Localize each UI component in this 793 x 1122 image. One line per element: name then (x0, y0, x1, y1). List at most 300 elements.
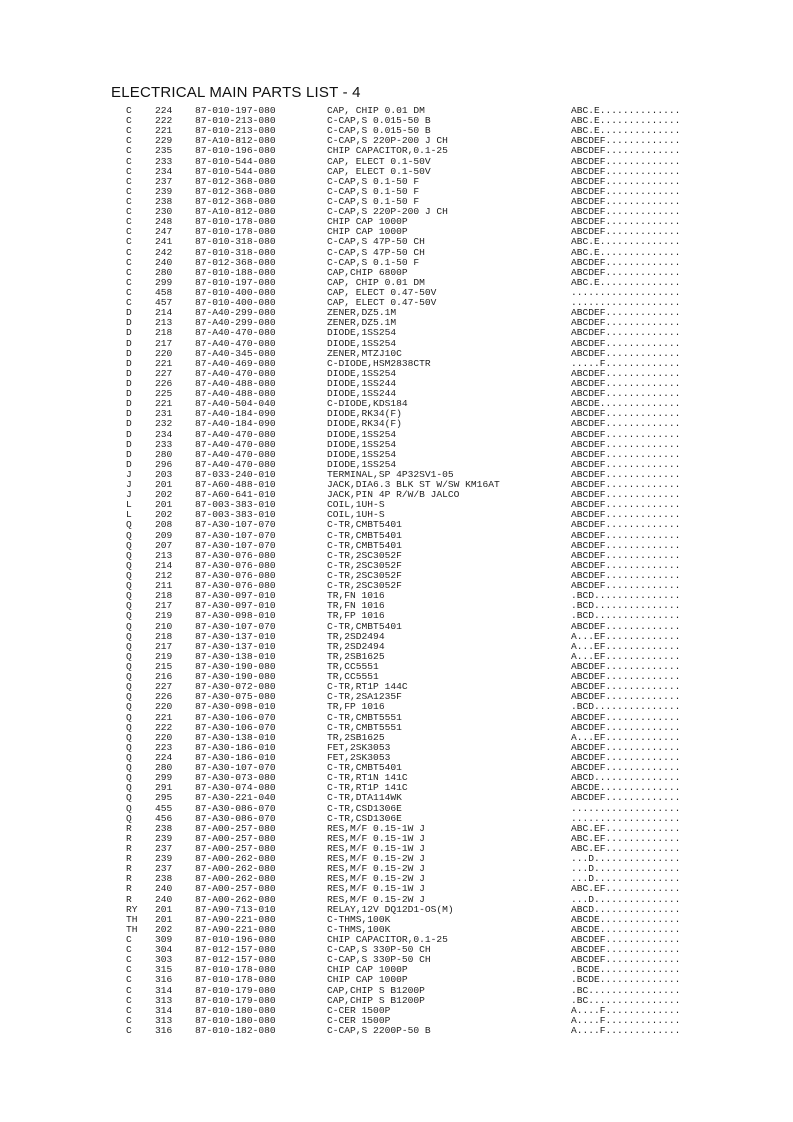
part-description: ZENER,DZ5.1M (327, 307, 397, 319)
ref-designator: C (126, 206, 132, 218)
part-number: 87-A30-073-080 (195, 772, 276, 784)
model-code: ................... (571, 812, 681, 824)
part-number: 87-A30-086-070 (195, 812, 276, 824)
part-description: C-CER 1500P (327, 1014, 391, 1026)
part-number: 87-A30-074-080 (195, 782, 276, 794)
ref-designator: D (126, 337, 132, 349)
ref-number: 315 (155, 964, 173, 976)
model-code: ABCDEF............. (571, 327, 681, 339)
model-code: A...EF............. (571, 640, 681, 652)
ref-number: 234 (155, 165, 173, 177)
ref-designator: C (126, 954, 132, 966)
ref-designator: D (126, 377, 132, 389)
part-number: 87-003-383-010 (195, 499, 276, 511)
part-description: CAP,CHIP S B1200P (327, 984, 425, 996)
ref-number: 208 (155, 519, 173, 531)
model-code: ABCDEF............. (571, 741, 681, 753)
part-number: 87-A90-221-080 (195, 923, 276, 935)
part-description: C-TR,RT1N 141C (327, 772, 408, 784)
part-description: DIODE,1SS254 (327, 458, 397, 470)
part-number: 87-010-213-080 (195, 115, 276, 127)
ref-number: 227 (155, 367, 173, 379)
ref-number: 238 (155, 195, 173, 207)
part-description: C-TR,2SC3052F (327, 570, 402, 582)
ref-designator: Q (126, 812, 132, 824)
part-description: C-CAP,S 47P-50 CH (327, 246, 425, 258)
part-description: C-TR,2SC3052F (327, 549, 402, 561)
ref-number: 304 (155, 944, 173, 956)
ref-designator: J (126, 489, 132, 501)
model-code: ABCDEF............. (571, 145, 681, 157)
part-description: DIODE,1SS244 (327, 388, 397, 400)
part-description: C-TR,2SC3052F (327, 580, 402, 592)
part-number: 87-010-197-080 (195, 105, 276, 116)
part-description: C-CAP,S 2200P-50 B (327, 1024, 431, 1036)
model-code: ABCDEF............. (571, 206, 681, 218)
ref-number: 229 (155, 135, 173, 147)
ref-designator: R (126, 832, 132, 844)
model-code: ABCDEF............. (571, 944, 681, 956)
part-description: C-TR,RT1P 144C (327, 681, 408, 693)
model-code: ABCDEF............. (571, 519, 681, 531)
ref-designator: Q (126, 731, 132, 743)
part-description: C-TR,DTA114WK (327, 792, 402, 804)
part-number: 87-A40-470-080 (195, 367, 276, 379)
ref-number: 201 (155, 913, 173, 925)
ref-designator: R (126, 873, 132, 885)
ref-designator: C (126, 984, 132, 996)
part-number: 87-A00-257-080 (195, 883, 276, 895)
part-number: 87-012-368-080 (195, 195, 276, 207)
part-number: 87-A40-470-080 (195, 327, 276, 339)
part-description: TR,FN 1016 (327, 600, 385, 612)
ref-number: 207 (155, 539, 173, 551)
part-number: 87-A90-221-080 (195, 913, 276, 925)
part-description: CHIP CAPACITOR,0.1-25 (327, 933, 448, 945)
model-code: A...EF............. (571, 650, 681, 662)
part-number: 87-010-544-080 (195, 165, 276, 177)
part-description: RES,M/F 0.15-1W J (327, 842, 425, 854)
ref-number: 291 (155, 782, 173, 794)
model-code: ABCDEF............. (571, 539, 681, 551)
ref-designator: C (126, 216, 132, 228)
part-number: 87-010-213-080 (195, 125, 276, 137)
model-code: ABCDE.............. (571, 782, 681, 794)
model-code: .....F............. (571, 357, 681, 369)
part-description: C-CER 1500P (327, 1004, 391, 1016)
ref-designator: D (126, 367, 132, 379)
model-code: ABC.EF............. (571, 842, 681, 854)
model-code: ABCDEF............. (571, 691, 681, 703)
part-description: TR,CC5551 (327, 661, 379, 673)
part-description: CHIP CAP 1000P (327, 216, 408, 228)
ref-designator: D (126, 317, 132, 329)
ref-designator: C (126, 256, 132, 268)
part-description: DIODE,1SS254 (327, 438, 397, 450)
part-description: DIODE,RK34(F) (327, 408, 402, 420)
part-description: TR,FP 1016 (327, 610, 385, 622)
ref-designator: Q (126, 762, 132, 774)
part-number: 87-010-180-080 (195, 1014, 276, 1026)
ref-number: 458 (155, 286, 173, 298)
part-number: 87-A40-470-080 (195, 448, 276, 460)
ref-number: 235 (155, 145, 173, 157)
ref-number: 212 (155, 570, 173, 582)
ref-designator: J (126, 468, 132, 480)
part-description: TR,2SD2494 (327, 630, 385, 642)
part-description: C-CAP,S 0.1-50 F (327, 185, 420, 197)
part-number: 87-A00-257-080 (195, 842, 276, 854)
model-code: ABCDEF............. (571, 195, 681, 207)
model-code: ABCDEF............. (571, 165, 681, 177)
part-description: CHIP CAPACITOR,0.1-25 (327, 145, 448, 157)
part-number: 87-A30-107-070 (195, 620, 276, 632)
ref-designator: Q (126, 570, 132, 582)
ref-designator: D (126, 327, 132, 339)
ref-number: 202 (155, 923, 173, 935)
ref-number: 218 (155, 590, 173, 602)
part-description: C-CAP,S 0.1-50 F (327, 256, 420, 268)
part-description: RELAY,12V DQ12D1-OS(M) (327, 903, 454, 915)
ref-designator: C (126, 185, 132, 197)
ref-designator: Q (126, 741, 132, 753)
model-code: ABCDEF............. (571, 479, 681, 491)
part-description: COIL,1UH-S (327, 509, 385, 521)
part-description: TR,FN 1016 (327, 590, 385, 602)
ref-designator: D (126, 448, 132, 460)
ref-designator: Q (126, 539, 132, 551)
ref-designator: C (126, 1024, 132, 1036)
part-number: 87-010-179-080 (195, 994, 276, 1006)
part-number: 87-003-383-010 (195, 509, 276, 521)
ref-number: 280 (155, 266, 173, 278)
part-number: 87-A30-186-010 (195, 752, 276, 763)
ref-designator: Q (126, 711, 132, 723)
part-number: 87-010-182-080 (195, 1024, 276, 1036)
part-description: TR,2SB1625 (327, 731, 385, 743)
ref-number: 217 (155, 600, 173, 612)
table-row (0, 237, 793, 247)
ref-number: 313 (155, 1014, 173, 1026)
model-code: ABCDEF............. (571, 448, 681, 460)
part-number: 87-A30-221-040 (195, 792, 276, 804)
model-code: ...D............... (571, 853, 681, 865)
ref-number: 233 (155, 155, 173, 167)
part-number: 87-A30-086-070 (195, 802, 276, 814)
ref-designator: D (126, 307, 132, 319)
model-code: ABCDEF............. (571, 933, 681, 945)
ref-designator: Q (126, 590, 132, 602)
part-description: CHIP CAP 1000P (327, 226, 408, 238)
ref-designator: C (126, 964, 132, 976)
ref-number: 313 (155, 994, 173, 1006)
ref-designator: RY (126, 903, 138, 915)
ref-number: 218 (155, 327, 173, 339)
model-code: A...EF............. (571, 731, 681, 743)
ref-number: 316 (155, 974, 173, 986)
model-code: ABCDEF............. (571, 580, 681, 592)
ref-number: 314 (155, 984, 173, 996)
model-code: ABC.E.............. (571, 115, 681, 127)
ref-designator: C (126, 286, 132, 298)
ref-number: 234 (155, 428, 173, 440)
part-description: C-CAP,S 220P-200 J CH (327, 135, 448, 147)
ref-number: 457 (155, 297, 173, 309)
ref-number: 241 (155, 236, 173, 248)
part-description: CAP,CHIP S B1200P (327, 994, 425, 1006)
part-description: C-CAP,S 220P-200 J CH (327, 206, 448, 218)
part-number: 87-A40-470-080 (195, 438, 276, 450)
part-number: 87-A40-470-080 (195, 458, 276, 470)
ref-designator: R (126, 863, 132, 875)
part-description: C-CAP,S 0.015-50 B (327, 125, 431, 137)
model-code: A...EF............. (571, 630, 681, 642)
ref-designator: C (126, 145, 132, 157)
ref-designator: R (126, 822, 132, 834)
part-number: 87-010-178-080 (195, 964, 276, 976)
part-description: C-TR,CMBT5401 (327, 620, 402, 632)
model-code: .BCDE.............. (571, 974, 681, 986)
part-number: 87-010-178-080 (195, 226, 276, 238)
ref-number: 211 (155, 580, 173, 592)
ref-designator: Q (126, 610, 132, 622)
ref-designator: Q (126, 600, 132, 612)
model-code: ABCDEF............. (571, 226, 681, 238)
table-row (0, 884, 793, 894)
ref-number: 201 (155, 499, 173, 511)
part-description: RES,M/F 0.15-2W J (327, 863, 425, 875)
part-description: TR,CC5551 (327, 671, 379, 683)
part-number: 87-A30-190-080 (195, 661, 276, 673)
part-number: 87-A90-713-010 (195, 903, 276, 915)
model-code: ABCDEF............. (571, 792, 681, 804)
ref-designator: Q (126, 559, 132, 571)
part-number: 87-A30-137-010 (195, 640, 276, 652)
ref-designator: D (126, 438, 132, 450)
ref-number: 309 (155, 933, 173, 945)
ref-number: 218 (155, 630, 173, 642)
ref-designator: C (126, 974, 132, 986)
ref-designator: C (126, 195, 132, 207)
ref-number: 221 (155, 398, 173, 410)
part-number: 87-A30-186-010 (195, 741, 276, 753)
ref-number: 220 (155, 731, 173, 743)
part-description: CAP, CHIP 0.01 DM (327, 105, 425, 116)
ref-designator: Q (126, 620, 132, 632)
part-number: 87-A30-076-080 (195, 580, 276, 592)
ref-number: 219 (155, 650, 173, 662)
ref-number: 219 (155, 610, 173, 622)
ref-number: 209 (155, 529, 173, 541)
part-number: 87-012-368-080 (195, 185, 276, 197)
model-code: ABCDEF............. (571, 428, 681, 440)
ref-designator: D (126, 458, 132, 470)
model-code: ABCDEF............. (571, 661, 681, 673)
part-number: 87-A40-184-090 (195, 408, 276, 420)
ref-number: 210 (155, 620, 173, 632)
part-number: 87-012-368-080 (195, 175, 276, 187)
ref-number: 221 (155, 711, 173, 723)
ref-number: 280 (155, 762, 173, 774)
model-code: ABCDEF............. (571, 671, 681, 683)
ref-designator: D (126, 408, 132, 420)
part-number: 87-A30-107-070 (195, 519, 276, 531)
part-description: C-TR,2SA1235F (327, 691, 402, 703)
model-code: ABC.E.............. (571, 236, 681, 248)
part-description: CAP,CHIP 6800P (327, 266, 408, 278)
part-description: TR,2SD2494 (327, 640, 385, 652)
part-number: 87-A30-106-070 (195, 711, 276, 723)
part-number: 87-012-157-080 (195, 944, 276, 956)
model-code: ABC.EF............. (571, 883, 681, 895)
ref-designator: Q (126, 640, 132, 652)
table-row (0, 328, 793, 338)
ref-number: 237 (155, 175, 173, 187)
part-description: DIODE,RK34(F) (327, 418, 402, 430)
part-description: ZENER,DZ5.1M (327, 317, 397, 329)
part-number: 87-A30-106-070 (195, 721, 276, 733)
model-code: ABCDEF............. (571, 155, 681, 167)
ref-designator: D (126, 357, 132, 369)
ref-designator: TH (126, 913, 138, 925)
part-number: 87-A30-107-070 (195, 762, 276, 774)
ref-number: 217 (155, 640, 173, 652)
part-description: RES,M/F 0.15-1W J (327, 822, 425, 834)
ref-designator: Q (126, 782, 132, 794)
ref-number: 202 (155, 489, 173, 501)
part-number: 87-A30-107-070 (195, 539, 276, 551)
ref-number: 295 (155, 792, 173, 804)
ref-number: 220 (155, 347, 173, 359)
part-number: 87-010-196-080 (195, 145, 276, 157)
part-description: CAP, ELECT 0.1-50V (327, 165, 431, 177)
ref-number: 222 (155, 115, 173, 127)
part-number: 87-012-157-080 (195, 954, 276, 966)
part-description: C-TR,RT1P 141C (327, 782, 408, 794)
part-number: 87-A00-262-080 (195, 853, 276, 865)
ref-designator: C (126, 175, 132, 187)
part-number: 87-A40-184-090 (195, 418, 276, 430)
ref-number: 237 (155, 863, 173, 875)
ref-number: 239 (155, 832, 173, 844)
part-number: 87-A30-138-010 (195, 650, 276, 662)
ref-number: 213 (155, 317, 173, 329)
part-number: 87-A30-076-080 (195, 559, 276, 571)
model-code: ABCDEF............. (571, 216, 681, 228)
ref-number: 240 (155, 883, 173, 895)
part-number: 87-010-180-080 (195, 1004, 276, 1016)
ref-designator: C (126, 125, 132, 137)
part-number: 87-010-400-080 (195, 286, 276, 298)
ref-number: 316 (155, 1024, 173, 1036)
model-code: .BCD............... (571, 590, 681, 602)
model-code: ...D............... (571, 873, 681, 885)
ref-number: 232 (155, 418, 173, 430)
ref-number: 299 (155, 276, 173, 288)
ref-number: 201 (155, 479, 173, 491)
ref-number: 202 (155, 509, 173, 521)
part-number: 87-A10-812-080 (195, 206, 276, 218)
model-code: ABCDEF............. (571, 337, 681, 349)
ref-number: 222 (155, 721, 173, 733)
ref-number: 242 (155, 246, 173, 258)
part-description: C-CAP,S 330P-50 CH (327, 944, 431, 956)
part-description: C-THMS,100K (327, 923, 391, 935)
ref-number: 227 (155, 681, 173, 693)
part-number: 87-010-196-080 (195, 933, 276, 945)
model-code: ABCDEF............. (571, 458, 681, 470)
model-code: ABCDEF............. (571, 135, 681, 147)
ref-designator: Q (126, 721, 132, 733)
part-description: C-THMS,100K (327, 913, 391, 925)
part-description: RES,M/F 0.15-2W J (327, 893, 425, 905)
part-description: C-TR,CMBT5551 (327, 711, 402, 723)
part-description: C-CAP,S 0.015-50 B (327, 115, 431, 127)
model-code: ABCDEF............. (571, 489, 681, 501)
part-number: 87-A30-072-080 (195, 681, 276, 693)
model-code: ABCDEF............. (571, 559, 681, 571)
ref-designator: C (126, 297, 132, 309)
ref-number: 314 (155, 1004, 173, 1016)
part-description: C-CAP,S 0.1-50 F (327, 195, 420, 207)
part-description: CAP, ELECT 0.47-50V (327, 286, 437, 298)
ref-number: 223 (155, 741, 173, 753)
part-description: C-DIODE,KDS184 (327, 398, 408, 410)
part-description: JACK,PIN 4P R/W/B JALCO (327, 489, 460, 501)
part-number: 87-010-178-080 (195, 216, 276, 228)
part-number: 87-010-188-080 (195, 266, 276, 278)
part-number: 87-A30-076-080 (195, 570, 276, 582)
ref-number: 215 (155, 661, 173, 673)
model-code: ABCDEF............. (571, 752, 681, 763)
part-number: 87-010-400-080 (195, 297, 276, 309)
part-number: 87-A60-488-010 (195, 479, 276, 491)
ref-designator: C (126, 155, 132, 167)
model-code: ABCDEF............. (571, 388, 681, 400)
ref-designator: C (126, 994, 132, 1006)
ref-number: 217 (155, 337, 173, 349)
model-code: .BCD............... (571, 610, 681, 622)
ref-designator: Q (126, 630, 132, 642)
model-code: A....F............. (571, 1024, 681, 1036)
part-description: TR,2SB1625 (327, 650, 385, 662)
ref-designator: C (126, 246, 132, 258)
ref-designator: D (126, 347, 132, 359)
ref-designator: C (126, 276, 132, 288)
part-number: 87-A30-107-070 (195, 529, 276, 541)
model-code: ABC.E.............. (571, 125, 681, 137)
ref-designator: C (126, 944, 132, 956)
part-number: 87-A30-098-010 (195, 610, 276, 622)
ref-designator: C (126, 236, 132, 248)
ref-designator: TH (126, 923, 138, 935)
part-description: C-TR,CSD1306E (327, 812, 402, 824)
model-code: ................... (571, 297, 681, 309)
model-code: A....F............. (571, 1004, 681, 1016)
part-description: DIODE,1SS254 (327, 337, 397, 349)
ref-number: 239 (155, 185, 173, 197)
part-number: 87-A30-098-010 (195, 701, 276, 713)
model-code: ABC.EF............. (571, 822, 681, 834)
part-number: 87-A40-504-040 (195, 398, 276, 410)
part-number: 87-A00-262-080 (195, 893, 276, 905)
ref-designator: J (126, 479, 132, 491)
ref-number: 238 (155, 822, 173, 834)
ref-number: 248 (155, 216, 173, 228)
ref-number: 240 (155, 256, 173, 268)
model-code: ...D............... (571, 893, 681, 905)
ref-number: 240 (155, 893, 173, 905)
